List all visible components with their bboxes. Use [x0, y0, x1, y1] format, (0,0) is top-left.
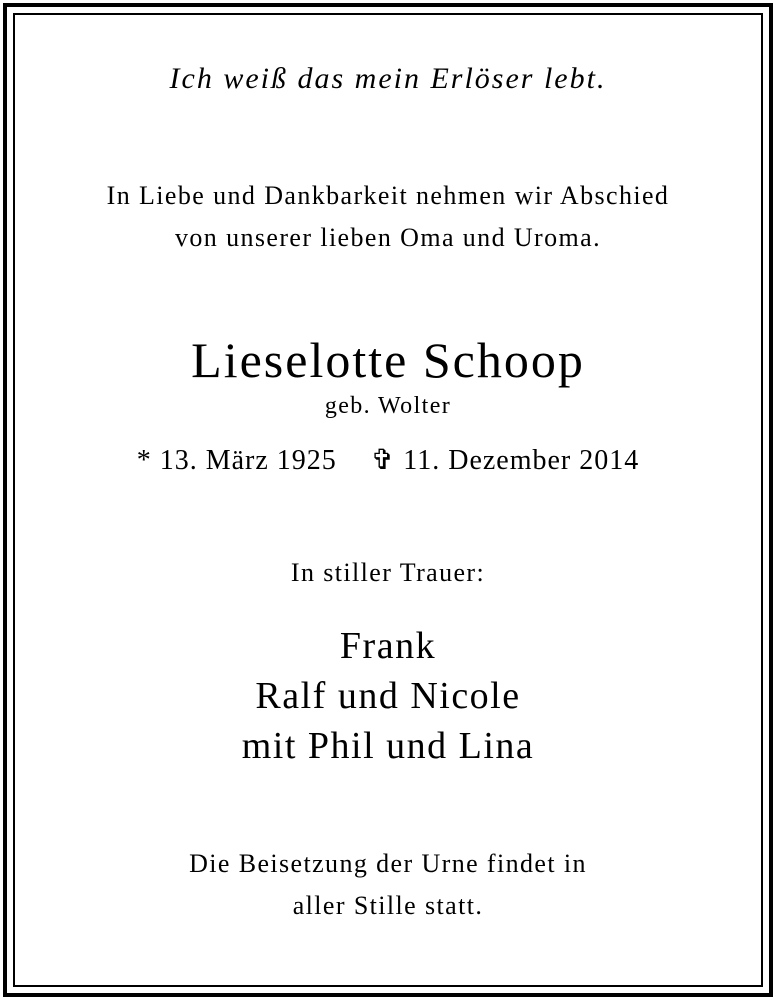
life-dates	[0, 443, 776, 477]
intro-line-2: von unserer lieben Oma und Uroma.	[175, 223, 601, 252]
mourner-line: mit Phil und Lina	[241, 725, 535, 767]
birth-date: * 13. März 1925	[136, 445, 337, 476]
burial-note-line-2: aller Stille statt.	[292, 891, 484, 920]
deceased-name: Lieselotte Schoop	[191, 332, 585, 388]
mourners-heading: In stiller Trauer:	[290, 558, 486, 587]
burial-note-line-1: Die Beisetzung der Urne findet in	[189, 849, 587, 878]
death-date: ✞ 11. Dezember 2014	[370, 445, 640, 476]
motto: Ich weiß das mein Erlöser lebt.	[169, 62, 607, 95]
maiden-name: geb. Wolter	[324, 393, 452, 419]
inner-border	[13, 13, 763, 987]
intro-line-1: In Liebe und Dankbarkeit nehmen wir Abschied	[106, 181, 670, 210]
mourner-line: Ralf und Nicole	[255, 675, 521, 717]
mourner-line: Frank	[339, 625, 437, 667]
